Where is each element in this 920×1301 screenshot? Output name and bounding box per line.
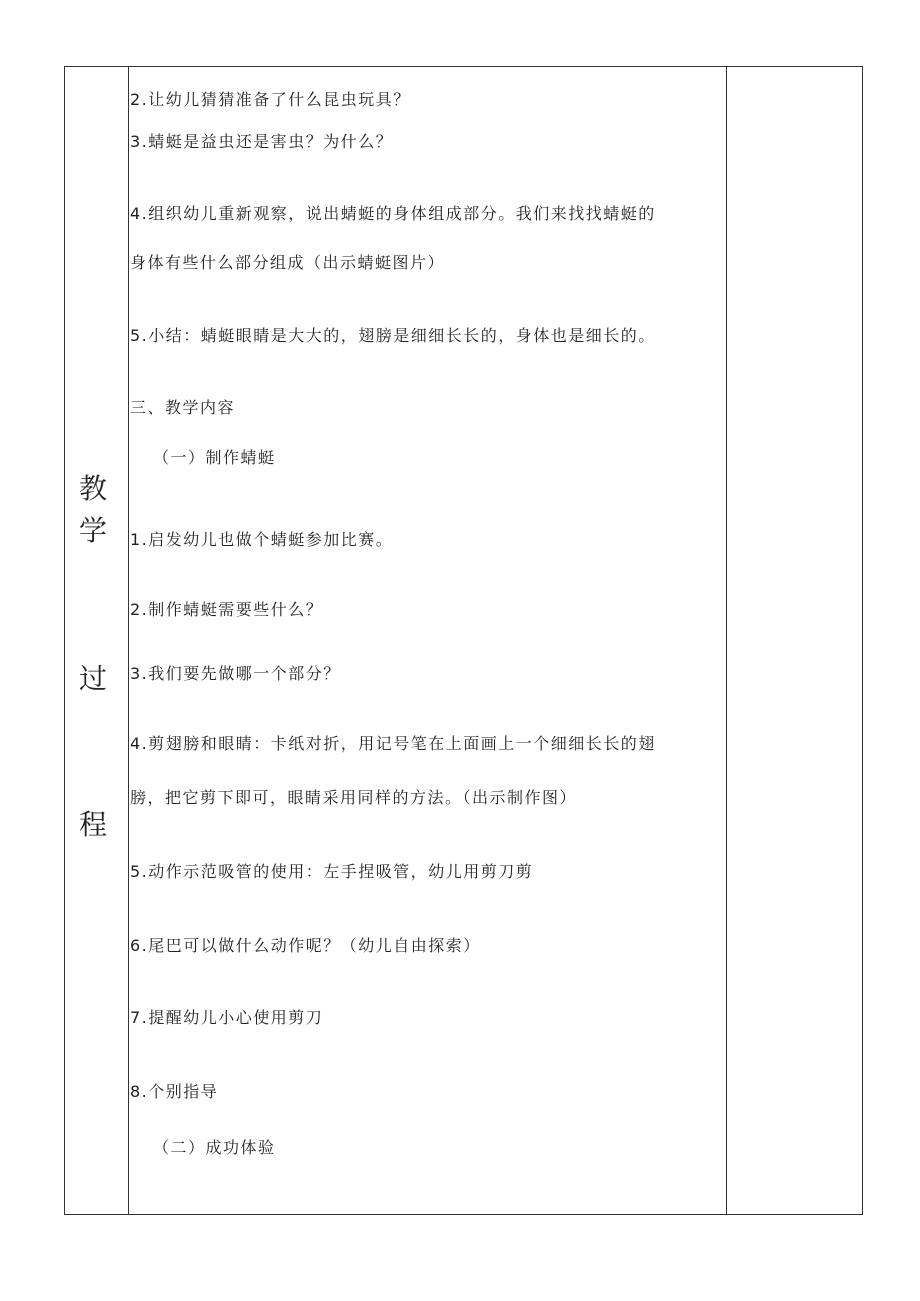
lesson-table <box>64 66 863 1215</box>
content-line: 4.组织幼儿重新观察，说出蜻蜓的身体组成部分。我们来找找蜻蜓的 <box>130 204 656 223</box>
content-line: 6.尾巴可以做什么动作呢？（幼儿自由探索） <box>130 936 481 955</box>
column-divider <box>726 67 727 1214</box>
content-line: 1.启发幼儿也做个蜻蜓参加比赛。 <box>130 530 394 549</box>
content-line: 5.动作示范吸管的使用：左手捏吸管，幼儿用剪刀剪 <box>130 862 534 881</box>
content-line: 7.提醒幼儿小心使用剪刀 <box>130 1008 324 1027</box>
subsection-heading: （一）制作蜻蜓 <box>153 448 276 467</box>
content-line: 3.我们要先做哪一个部分？ <box>130 664 341 683</box>
column-divider <box>128 67 129 1214</box>
content-line: 3.蜻蜓是益虫还是害虫？为什么？ <box>130 132 394 151</box>
content-line: 身体有些什么部分组成（出示蜻蜓图片） <box>130 253 446 272</box>
section-label-char: 教 <box>79 472 108 505</box>
content-line: 2.让幼儿猜猜准备了什么昆虫玩具？ <box>130 90 411 109</box>
content-line: 4.剪翅膀和眼睛：卡纸对折，用记号笔在上面画上一个细细长长的翅 <box>130 734 656 753</box>
content-line: 8.个别指导 <box>130 1082 219 1101</box>
subsection-heading: （二）成功体验 <box>153 1138 276 1157</box>
section-label-char: 过 <box>79 662 108 695</box>
content-line: 2.制作蜻蜓需要些什么？ <box>130 600 324 619</box>
content-line: 膀，把它剪下即可，眼睛采用同样的方法。（出示制作图） <box>130 788 578 807</box>
section-label-char: 学 <box>79 514 108 547</box>
section-label-char: 程 <box>79 808 108 841</box>
content-line: 5.小结：蜻蜓眼睛是大大的，翅膀是细细长长的，身体也是细长的。 <box>130 326 656 345</box>
section-heading: 三、教学内容 <box>130 398 236 417</box>
